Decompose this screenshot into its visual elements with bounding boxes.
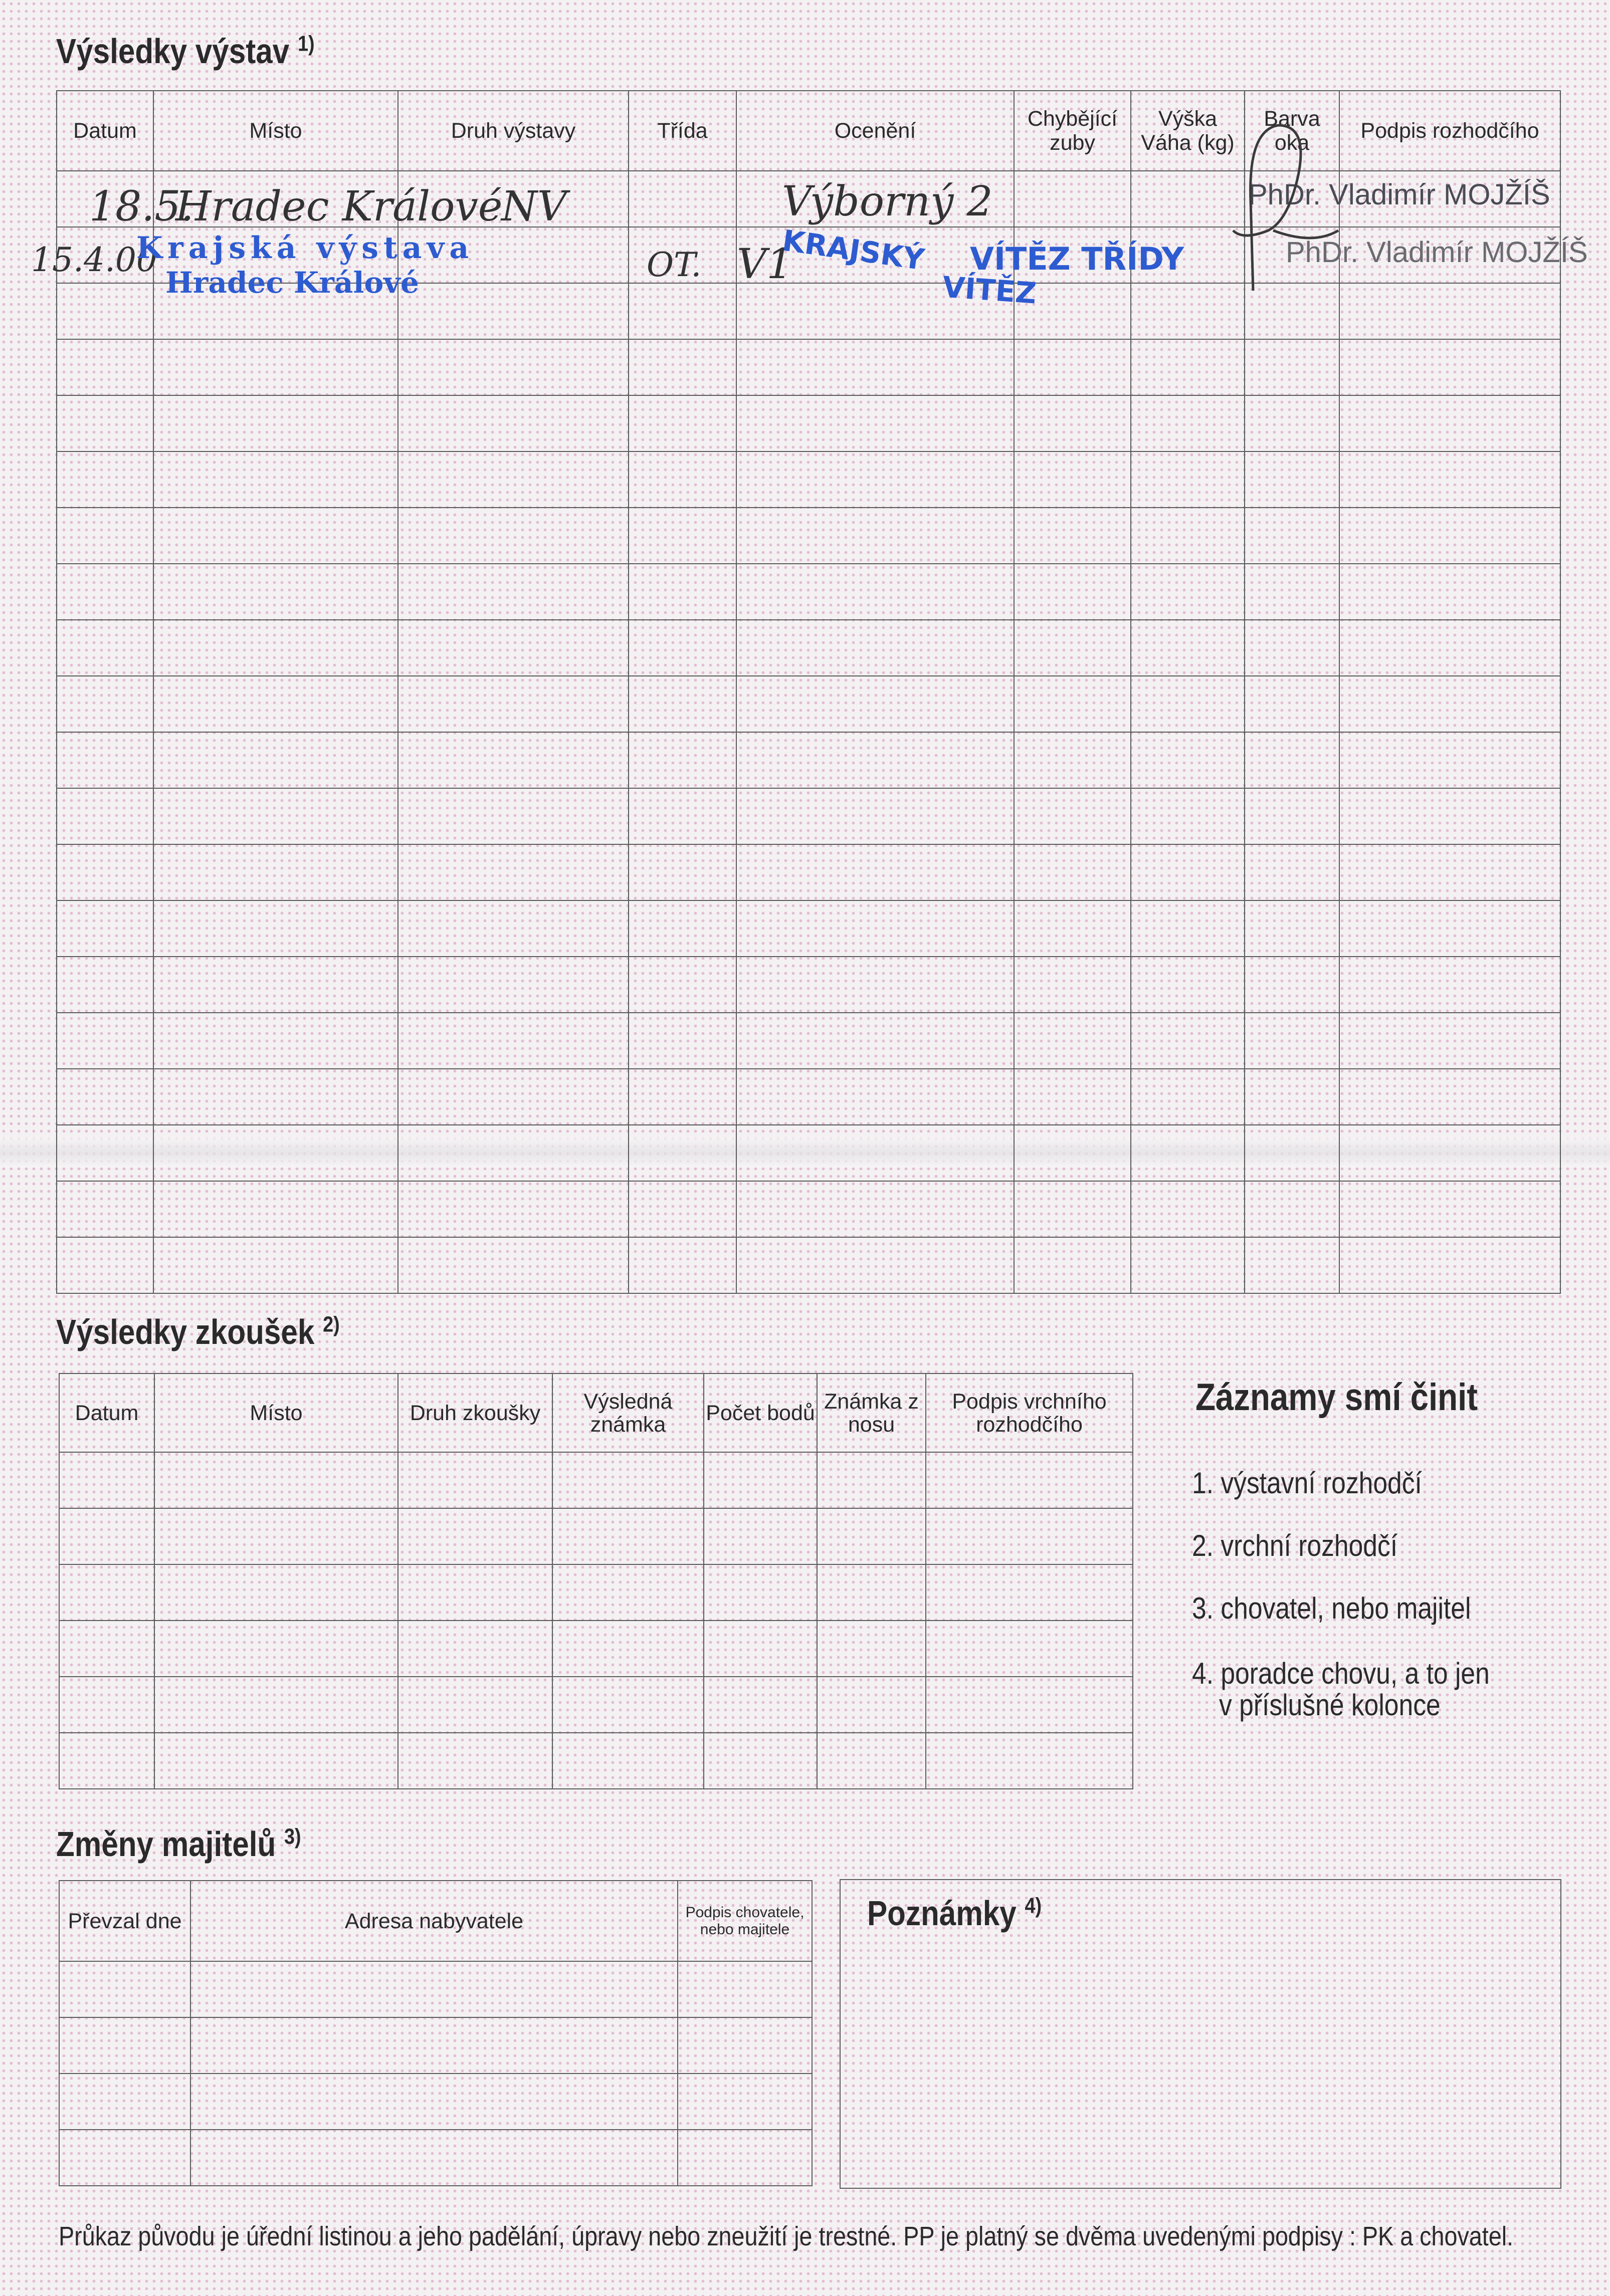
table-cell[interactable] bbox=[57, 339, 153, 395]
table-cell[interactable] bbox=[153, 395, 398, 451]
table-cell[interactable] bbox=[629, 732, 736, 788]
col-header-barva-oka: Barva oka bbox=[1245, 91, 1339, 171]
table-row bbox=[59, 1508, 1133, 1564]
table-cell[interactable] bbox=[817, 1564, 926, 1621]
table-cell[interactable] bbox=[1131, 957, 1245, 1013]
table-cell[interactable] bbox=[57, 676, 153, 732]
table-cell[interactable] bbox=[398, 339, 629, 395]
owners-title-footnote: 3) bbox=[284, 1824, 301, 1849]
table-cell[interactable] bbox=[926, 1621, 1133, 1677]
table-cell[interactable] bbox=[398, 1677, 552, 1733]
table-cell[interactable] bbox=[153, 1069, 398, 1125]
table-cell[interactable] bbox=[1131, 900, 1245, 957]
table-cell[interactable] bbox=[1014, 1237, 1131, 1293]
table-cell[interactable] bbox=[1339, 564, 1560, 620]
table-cell[interactable] bbox=[57, 1069, 153, 1125]
table-cell[interactable] bbox=[1339, 844, 1560, 900]
table-cell[interactable] bbox=[926, 1733, 1133, 1789]
table-cell[interactable] bbox=[1245, 508, 1339, 564]
table-cell[interactable] bbox=[629, 283, 736, 339]
table-cell[interactable] bbox=[1245, 451, 1339, 508]
exams-title-footnote: 2) bbox=[323, 1312, 340, 1337]
table-cell[interactable] bbox=[398, 1069, 629, 1125]
table-cell[interactable] bbox=[398, 957, 629, 1013]
table-row bbox=[57, 900, 1560, 957]
table-cell[interactable] bbox=[59, 1452, 154, 1508]
table-row bbox=[57, 957, 1560, 1013]
table-cell[interactable] bbox=[153, 339, 398, 395]
table-cell[interactable] bbox=[736, 620, 1014, 676]
table-cell[interactable] bbox=[629, 900, 736, 957]
records-item-1: 1. výstavní rozhodčí bbox=[1192, 1466, 1422, 1500]
table-cell[interactable] bbox=[398, 1125, 629, 1181]
table-cell[interactable] bbox=[59, 1508, 154, 1564]
col-header-oceneni: Ocenění bbox=[736, 91, 1014, 171]
table-cell[interactable] bbox=[552, 1508, 704, 1564]
table-cell[interactable] bbox=[1014, 1125, 1131, 1181]
table-cell[interactable] bbox=[926, 1508, 1133, 1564]
col-header-datum: Datum bbox=[57, 91, 153, 171]
table-cell[interactable] bbox=[926, 1564, 1133, 1621]
table-row bbox=[59, 2074, 812, 2130]
table-cell[interactable] bbox=[190, 2017, 678, 2074]
table-row bbox=[57, 395, 1560, 451]
table-cell[interactable] bbox=[398, 1564, 552, 1621]
table-cell[interactable] bbox=[629, 1013, 736, 1069]
table-cell[interactable] bbox=[736, 1013, 1014, 1069]
table-cell[interactable] bbox=[57, 1125, 153, 1181]
notes-title-text: Poznámky bbox=[867, 1894, 1017, 1933]
table-cell[interactable] bbox=[1131, 1237, 1245, 1293]
table-cell[interactable] bbox=[678, 2074, 812, 2130]
table-cell[interactable] bbox=[629, 1069, 736, 1125]
table-cell[interactable] bbox=[153, 1237, 398, 1293]
col-header-vysledna-znamka: Výsledná známka bbox=[552, 1373, 704, 1452]
table-cell[interactable] bbox=[1339, 451, 1560, 508]
table-cell[interactable] bbox=[704, 1452, 817, 1508]
table-cell[interactable] bbox=[398, 1181, 629, 1237]
table-row bbox=[59, 1733, 1133, 1789]
table-cell[interactable] bbox=[398, 508, 629, 564]
table-cell[interactable] bbox=[57, 451, 153, 508]
table-cell[interactable] bbox=[1245, 957, 1339, 1013]
entry-award2-handwritten: V1 bbox=[737, 241, 793, 288]
table-cell[interactable] bbox=[1014, 395, 1131, 451]
col-header-podpis-vrchniho: Podpis vrchního rozhodčího bbox=[926, 1373, 1133, 1452]
table-cell[interactable] bbox=[1339, 1181, 1560, 1237]
table-cell[interactable] bbox=[398, 395, 629, 451]
col-header-druh-vystavy: Druh výstavy bbox=[398, 91, 629, 171]
table-cell[interactable] bbox=[59, 2074, 190, 2130]
table-cell[interactable] bbox=[629, 620, 736, 676]
table-cell[interactable] bbox=[1014, 732, 1131, 788]
shows-table-body bbox=[57, 171, 1560, 1293]
col-header-trida: Třída bbox=[629, 91, 736, 171]
table-cell[interactable] bbox=[1131, 1069, 1245, 1125]
table-cell[interactable] bbox=[552, 1452, 704, 1508]
shows-title-footnote: 1) bbox=[297, 31, 315, 56]
entry-stamp-krajska-vystava: Krajská výstava bbox=[136, 231, 474, 266]
table-cell[interactable] bbox=[398, 564, 629, 620]
table-row bbox=[57, 339, 1560, 395]
table-cell[interactable] bbox=[153, 732, 398, 788]
table-cell[interactable] bbox=[1339, 395, 1560, 451]
table-cell[interactable] bbox=[153, 564, 398, 620]
table-cell[interactable] bbox=[1014, 564, 1131, 620]
table-cell[interactable] bbox=[704, 1677, 817, 1733]
col-header-podpis-rozhodciho: Podpis rozhodčího bbox=[1339, 91, 1560, 171]
table-row bbox=[57, 1181, 1560, 1237]
table-cell[interactable] bbox=[552, 1733, 704, 1789]
table-cell[interactable] bbox=[817, 1621, 926, 1677]
table-cell[interactable] bbox=[1339, 676, 1560, 732]
table-row bbox=[57, 1069, 1560, 1125]
table-cell[interactable] bbox=[1131, 508, 1245, 564]
records-item-4: 4. poradce chovu, a to jen bbox=[1192, 1657, 1490, 1690]
table-cell[interactable] bbox=[817, 1452, 926, 1508]
table-cell[interactable] bbox=[736, 732, 1014, 788]
table-cell[interactable] bbox=[736, 564, 1014, 620]
table-cell[interactable] bbox=[398, 1733, 552, 1789]
table-cell[interactable] bbox=[153, 900, 398, 957]
table-cell[interactable] bbox=[153, 1125, 398, 1181]
judge-signature-scribble bbox=[1223, 100, 1343, 301]
notes-title-footnote: 4) bbox=[1025, 1893, 1042, 1918]
col-header-chybejici-zuby: Chybějící zuby bbox=[1014, 91, 1131, 171]
table-cell[interactable] bbox=[1014, 508, 1131, 564]
table-cell[interactable] bbox=[736, 339, 1014, 395]
table-cell[interactable] bbox=[1131, 451, 1245, 508]
table-cell[interactable] bbox=[1339, 788, 1560, 844]
table-cell[interactable] bbox=[817, 1508, 926, 1564]
table-cell[interactable] bbox=[1131, 676, 1245, 732]
table-cell[interactable] bbox=[57, 957, 153, 1013]
table-cell[interactable] bbox=[678, 2017, 812, 2074]
table-cell[interactable] bbox=[704, 1733, 817, 1789]
table-cell[interactable] bbox=[1245, 788, 1339, 844]
col-header-pocet-bodu: Počet bodů bbox=[704, 1373, 817, 1452]
table-cell[interactable] bbox=[736, 788, 1014, 844]
table-cell[interactable] bbox=[629, 844, 736, 900]
col-header-misto: Místo bbox=[154, 1373, 398, 1452]
table-cell[interactable] bbox=[736, 1125, 1014, 1181]
table-cell[interactable] bbox=[57, 395, 153, 451]
legal-footer: Průkaz původu je úřední listinou a jeho padělání, úpravy nebo zneužití je trestné. PP je platný se dvěma uvedenými podpisy : PK a chovatel. bbox=[59, 2221, 1514, 2251]
table-cell[interactable] bbox=[1245, 395, 1339, 451]
table-cell[interactable] bbox=[1245, 1237, 1339, 1293]
table-cell[interactable] bbox=[1245, 1181, 1339, 1237]
table-cell[interactable] bbox=[154, 1733, 398, 1789]
table-cell[interactable] bbox=[1245, 732, 1339, 788]
table-cell[interactable] bbox=[398, 1237, 629, 1293]
judge-stamp-2: PhDr. Vladimír MOJŽÍŠ bbox=[1286, 236, 1588, 269]
table-cell[interactable] bbox=[1339, 957, 1560, 1013]
table-cell[interactable] bbox=[153, 788, 398, 844]
table-cell[interactable] bbox=[1339, 732, 1560, 788]
table-cell[interactable] bbox=[1131, 732, 1245, 788]
table-cell[interactable] bbox=[629, 676, 736, 732]
judge-stamp-1: PhDr. Vladimír MOJŽÍŠ bbox=[1248, 178, 1550, 211]
table-cell[interactable] bbox=[736, 900, 1014, 957]
table-cell[interactable] bbox=[57, 620, 153, 676]
entry-class: OT. bbox=[647, 246, 702, 284]
entry-stamp-krajsky: KRAJSKÝ bbox=[780, 223, 927, 277]
table-cell[interactable] bbox=[398, 900, 629, 957]
table-cell[interactable] bbox=[1131, 844, 1245, 900]
col-header-misto: Místo bbox=[153, 91, 398, 171]
table-cell[interactable] bbox=[1014, 676, 1131, 732]
table-cell[interactable] bbox=[57, 1181, 153, 1237]
table-cell[interactable] bbox=[1245, 1013, 1339, 1069]
table-cell[interactable] bbox=[629, 1237, 736, 1293]
table-row bbox=[57, 1237, 1560, 1293]
table-cell[interactable] bbox=[736, 1237, 1014, 1293]
table-cell[interactable] bbox=[552, 1677, 704, 1733]
table-cell[interactable] bbox=[1339, 1069, 1560, 1125]
table-cell[interactable] bbox=[817, 1677, 926, 1733]
table-cell[interactable] bbox=[57, 283, 153, 339]
table-cell[interactable] bbox=[57, 1237, 153, 1293]
table-cell[interactable] bbox=[678, 2130, 812, 2186]
table-cell[interactable] bbox=[1014, 620, 1131, 676]
table-row bbox=[57, 508, 1560, 564]
table-cell[interactable] bbox=[398, 788, 629, 844]
table-cell[interactable] bbox=[153, 451, 398, 508]
table-cell[interactable] bbox=[59, 1564, 154, 1621]
records-item-3: 3. chovatel, nebo majitel bbox=[1192, 1591, 1471, 1625]
table-cell[interactable] bbox=[1014, 788, 1131, 844]
table-cell[interactable] bbox=[1131, 788, 1245, 844]
table-cell[interactable] bbox=[59, 2130, 190, 2186]
notes-title bbox=[867, 1893, 1042, 1933]
owners-table-body bbox=[59, 1961, 812, 2186]
table-row bbox=[57, 1013, 1560, 1069]
table-cell[interactable] bbox=[154, 1508, 398, 1564]
col-header-vyska-vaha: Výška Váha (kg) bbox=[1131, 91, 1245, 171]
exams-title-text: Výsledky zkoušek bbox=[56, 1312, 315, 1351]
table-cell[interactable] bbox=[190, 2130, 678, 2186]
table-row bbox=[57, 676, 1560, 732]
table-cell[interactable] bbox=[1014, 1069, 1131, 1125]
table-cell[interactable] bbox=[1245, 900, 1339, 957]
table-cell[interactable] bbox=[153, 844, 398, 900]
table-cell[interactable] bbox=[629, 339, 736, 395]
table-row bbox=[59, 2017, 812, 2074]
table-cell[interactable] bbox=[736, 957, 1014, 1013]
table-cell[interactable] bbox=[736, 1069, 1014, 1125]
table-row bbox=[57, 1125, 1560, 1181]
table-cell[interactable] bbox=[1014, 171, 1131, 227]
owners-table bbox=[59, 1880, 813, 2186]
table-cell[interactable] bbox=[154, 1677, 398, 1733]
table-cell[interactable] bbox=[398, 844, 629, 900]
table-cell[interactable] bbox=[398, 283, 629, 339]
table-cell[interactable] bbox=[153, 1013, 398, 1069]
table-cell[interactable] bbox=[736, 451, 1014, 508]
table-cell[interactable] bbox=[190, 2074, 678, 2130]
table-cell[interactable] bbox=[1245, 620, 1339, 676]
table-cell[interactable] bbox=[153, 508, 398, 564]
table-cell[interactable] bbox=[57, 564, 153, 620]
table-row bbox=[57, 620, 1560, 676]
col-header-druh-zkousky: Druh zkoušky bbox=[398, 1373, 552, 1452]
table-cell[interactable] bbox=[1014, 844, 1131, 900]
table-cell[interactable] bbox=[153, 620, 398, 676]
col-header-prevzal-dne: Převzal dne bbox=[59, 1881, 190, 1961]
table-cell[interactable] bbox=[398, 1013, 629, 1069]
table-row bbox=[59, 1564, 1133, 1621]
table-cell[interactable] bbox=[1014, 451, 1131, 508]
table-cell[interactable] bbox=[1131, 1125, 1245, 1181]
table-cell[interactable] bbox=[59, 1677, 154, 1733]
owners-section-title bbox=[56, 1824, 301, 1864]
table-cell[interactable] bbox=[57, 900, 153, 957]
table-row bbox=[57, 732, 1560, 788]
exams-table-body bbox=[59, 1452, 1133, 1789]
exams-section-title bbox=[56, 1312, 340, 1352]
table-cell[interactable] bbox=[59, 1621, 154, 1677]
records-title: Záznamy smí činit bbox=[1195, 1376, 1478, 1419]
table-cell[interactable] bbox=[736, 508, 1014, 564]
entry-award-handwritten: Výborný 2 bbox=[782, 178, 993, 225]
table-row bbox=[59, 1677, 1133, 1733]
table-cell[interactable] bbox=[398, 676, 629, 732]
col-header-datum: Datum bbox=[59, 1373, 154, 1452]
table-cell[interactable] bbox=[59, 2017, 190, 2074]
table-cell[interactable] bbox=[629, 1125, 736, 1181]
table-cell[interactable] bbox=[57, 732, 153, 788]
table-cell[interactable] bbox=[1131, 339, 1245, 395]
table-row bbox=[59, 1452, 1133, 1508]
table-cell[interactable] bbox=[552, 1564, 704, 1621]
table-row bbox=[57, 788, 1560, 844]
table-cell[interactable] bbox=[926, 1452, 1133, 1508]
table-cell[interactable] bbox=[57, 1013, 153, 1069]
table-cell[interactable] bbox=[1245, 339, 1339, 395]
table-cell[interactable] bbox=[57, 508, 153, 564]
table-cell[interactable] bbox=[1014, 957, 1131, 1013]
entry-stamp-hradec-kralove: Hradec Králové bbox=[165, 266, 419, 300]
table-cell[interactable] bbox=[57, 844, 153, 900]
table-cell[interactable] bbox=[629, 564, 736, 620]
table-cell[interactable] bbox=[398, 1621, 552, 1677]
table-row bbox=[59, 1961, 812, 2017]
table-cell[interactable] bbox=[736, 844, 1014, 900]
table-cell[interactable] bbox=[1245, 844, 1339, 900]
table-cell[interactable] bbox=[190, 1961, 678, 2017]
table-cell[interactable] bbox=[1014, 339, 1131, 395]
table-cell[interactable] bbox=[926, 1677, 1133, 1733]
table-cell[interactable] bbox=[1339, 620, 1560, 676]
table-cell[interactable] bbox=[629, 451, 736, 508]
shows-section-title bbox=[56, 31, 315, 71]
col-header-podpis-chovatele: Podpis chovatele, nebo majitele bbox=[678, 1881, 812, 1961]
table-cell[interactable] bbox=[704, 1621, 817, 1677]
table-cell[interactable] bbox=[736, 676, 1014, 732]
table-cell[interactable] bbox=[629, 508, 736, 564]
table-cell[interactable] bbox=[1131, 1181, 1245, 1237]
table-cell[interactable] bbox=[629, 395, 736, 451]
table-cell[interactable] bbox=[1014, 1013, 1131, 1069]
table-row bbox=[57, 451, 1560, 508]
entry-date2-handwritten: 15.4.00 bbox=[31, 241, 157, 279]
table-cell[interactable] bbox=[398, 1508, 552, 1564]
table-cell[interactable] bbox=[1131, 564, 1245, 620]
table-cell[interactable] bbox=[736, 395, 1014, 451]
entry-place-handwritten: Hradec Králové bbox=[175, 183, 503, 231]
table-cell[interactable] bbox=[59, 1961, 190, 2017]
entry-stamp-vitez-tridy: VÍTĚZ TŘÍDY bbox=[970, 241, 1184, 277]
table-cell[interactable] bbox=[552, 1621, 704, 1677]
table-cell[interactable] bbox=[1339, 283, 1560, 339]
table-cell[interactable] bbox=[1339, 508, 1560, 564]
table-cell[interactable] bbox=[629, 957, 736, 1013]
records-item-4-cont: v příslušné kolonce bbox=[1219, 1688, 1441, 1722]
col-header-znamka-z-nosu: Známka z nosu bbox=[817, 1373, 926, 1452]
table-cell[interactable] bbox=[398, 732, 629, 788]
table-cell[interactable] bbox=[736, 1181, 1014, 1237]
table-cell[interactable] bbox=[59, 1733, 154, 1789]
table-cell[interactable] bbox=[1339, 900, 1560, 957]
table-cell[interactable] bbox=[154, 1452, 398, 1508]
table-cell[interactable] bbox=[704, 1508, 817, 1564]
table-cell[interactable] bbox=[1131, 1013, 1245, 1069]
table-cell[interactable] bbox=[629, 788, 736, 844]
table-cell[interactable] bbox=[153, 676, 398, 732]
table-cell[interactable] bbox=[398, 451, 629, 508]
table-cell[interactable] bbox=[678, 1961, 812, 2017]
col-header-adresa-nabyvatele: Adresa nabyvatele bbox=[190, 1881, 678, 1961]
entry-date-handwritten: 18.5. bbox=[89, 183, 194, 231]
table-cell[interactable] bbox=[153, 957, 398, 1013]
exams-table bbox=[59, 1373, 1133, 1789]
table-cell[interactable] bbox=[398, 1452, 552, 1508]
table-cell[interactable] bbox=[57, 788, 153, 844]
records-item-2: 2. vrchní rozhodčí bbox=[1192, 1529, 1398, 1562]
table-cell[interactable] bbox=[1245, 564, 1339, 620]
table-cell[interactable] bbox=[629, 1181, 736, 1237]
table-cell[interactable] bbox=[153, 1181, 398, 1237]
entry-show-type: NV bbox=[501, 183, 567, 231]
table-cell[interactable] bbox=[154, 1564, 398, 1621]
table-cell[interactable] bbox=[1245, 1125, 1339, 1181]
table-cell[interactable] bbox=[1245, 676, 1339, 732]
owners-title-text: Změny majitelů bbox=[56, 1824, 276, 1864]
table-cell[interactable] bbox=[1131, 395, 1245, 451]
table-cell[interactable] bbox=[1131, 620, 1245, 676]
table-row bbox=[59, 1621, 1133, 1677]
shows-title-text: Výsledky výstav bbox=[56, 32, 290, 71]
table-cell[interactable] bbox=[1339, 1125, 1560, 1181]
table-cell[interactable] bbox=[1339, 339, 1560, 395]
table-cell[interactable] bbox=[398, 620, 629, 676]
table-cell[interactable] bbox=[817, 1733, 926, 1789]
table-row bbox=[57, 564, 1560, 620]
table-cell[interactable] bbox=[704, 1564, 817, 1621]
table-row bbox=[59, 2130, 812, 2186]
table-cell[interactable] bbox=[1014, 900, 1131, 957]
table-cell[interactable] bbox=[1014, 1181, 1131, 1237]
table-cell[interactable] bbox=[1339, 1013, 1560, 1069]
table-cell[interactable] bbox=[629, 171, 736, 227]
table-row bbox=[57, 844, 1560, 900]
entry-stamp-vitez: VÍTĚZ bbox=[941, 270, 1038, 311]
table-cell[interactable] bbox=[1339, 1237, 1560, 1293]
table-cell[interactable] bbox=[1245, 1069, 1339, 1125]
table-cell[interactable] bbox=[154, 1621, 398, 1677]
